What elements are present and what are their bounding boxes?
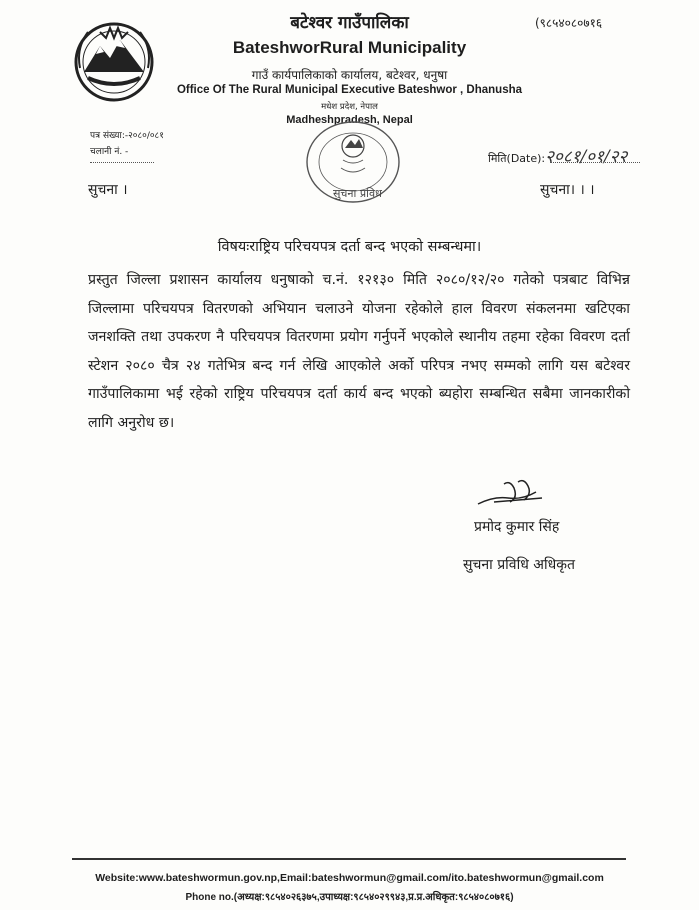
header-phone: (९८५४०८०७१६ [535, 16, 603, 30]
municipality-title-np: बटेश्वर गाउँपालिका [290, 13, 409, 33]
date-value: २०८१/०१/२२ [545, 147, 628, 167]
date-underline [550, 162, 640, 163]
letter-number: पत्र संख्या:-२०८०/०८१ [90, 131, 164, 141]
province-np: मधेश प्रदेश, नेपाल [321, 102, 378, 112]
signatory-title: सुचना प्रविधि अधिकृत [463, 557, 575, 573]
signatory-name: प्रमोद कुमार सिंह [474, 519, 560, 535]
footer-phone-numbers: Phone no.(अध्यक्ष:९८५४०२६३७५,उपाध्यक्ष:९८५४०२९९४३,प्र.प्र.अधिकृत:९८५४०८०७१६) [185, 892, 514, 903]
stamp-text: सुचना प्रविध [333, 187, 382, 200]
footer-contact-web-email: Website:www.bateshwormun.gov.np,Email:bateshwormun@gmail.com/ito.bateshwormun@gmail.com [95, 872, 604, 884]
handwritten-signature [474, 478, 554, 510]
dispatch-number: चलानी नं. - [90, 147, 129, 157]
reference-underline [90, 162, 154, 163]
municipality-title-en: BateshworRural Municipality [232, 38, 467, 57]
notice-label-left: सुचना । [88, 182, 128, 198]
notice-label-right: सुचना। । । [540, 182, 595, 198]
date-line [488, 144, 627, 167]
province-en: Madheshpradesh, Nepal [286, 114, 413, 126]
office-name-en: Office Of The Rural Municipal Executive Bateshwor , Dhanusha [176, 84, 523, 96]
letter-body: प्रस्तुत जिल्ला प्रशासन कार्यालय धनुषाको च.नं. १२१३० मिति २०८०/१२/२० गतेको पत्रबाट विभिन्न जिल्लामा परिचयपत्र वितरणको अभियान चलाउने योजना रहेकोले हाल विवरण संकलनमा खटिएका जनशक्ति तथा उपकरण नै परिचयपत्र वितरणमा प्रयोग गर्नुपर्ने भएकोले स्थानीय तहमा रहेका विवरण दर्ता स्टेशन २०८० चैत्र २४ गतेभित्र बन्द गर्न लेखि आएकोले अर्को परिपत्र नभए सम्मको लागि यस बटेश्वर गाउँपालिकामा भई रहेको राष्ट्रिय परिचयपत्र दर्ता कार्य बन्द भएको ब्यहोरा सम्बन्धित सबैमा जानकारीको लागि अनुरोध छ। [88, 272, 630, 431]
letter-subject: विषयःराष्ट्रिय परिचयपत्र दर्ता बन्द भएको सम्बन्धमा। [217, 239, 482, 255]
date-label: मिति(Date): [488, 152, 546, 165]
office-name-np: गाउँ कार्यपालिकाको कार्यालय, बटेश्वर, धनुषा [251, 68, 448, 82]
footer-divider [72, 858, 626, 860]
